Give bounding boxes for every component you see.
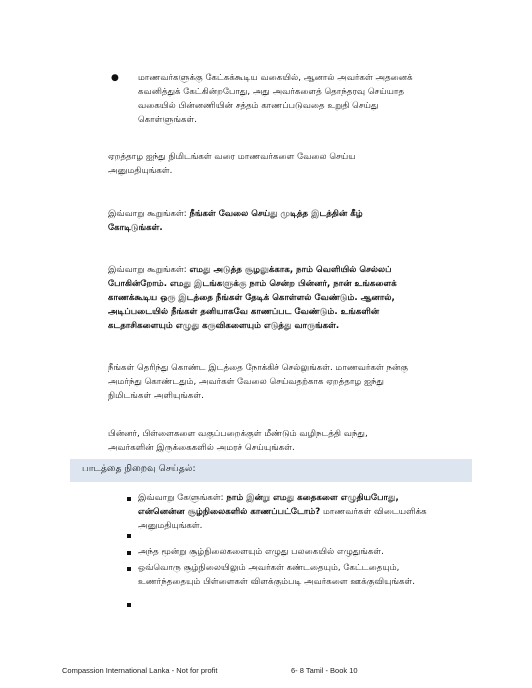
paragraph-instruction-underline [108,207,465,235]
instruction-quote-line: கோடிடுங்கள். [108,223,163,233]
text-line [138,491,464,505]
text-line: வகையில் பின்னணியின் சத்தம் காணப்படுவதை உறுதி செய்து [138,101,379,111]
closing-item-encourage [138,561,464,589]
paragraph-work-time [108,150,465,178]
instruction-quote-line: அடிப்படையில் நீங்கள் தனியாகவே காணப்பட வேண்டும். உங்களின் [108,307,380,317]
instruction-quote-line: போகின்றோம். எமது இடங்களுக்கு நாம் சென்ற பின்னர், நான் உங்களைக் [108,279,397,289]
text-line: அனுமதியுங்கள். [108,166,173,176]
square-bullet-icon [127,551,131,555]
instruction-quote: நீங்கள் வேலை செய்து முடித்த இடத்தின் கீழ் [189,209,363,219]
text-line: அமர்ந்து கொண்டதும், அவர்கள் வேலை செய்வதற்காக ஏறத்தாழ ஐந்து [108,377,384,387]
text-line: அந்த மூன்று சூழ்நிலைகளையும் எழுது பலகையில் எழுதுங்கள். [138,547,384,557]
instruction-quote-line: காணக்கூடிய ஒரு இடத்தை நீங்கள் தேடிக் கொள்ளல் வேண்டும். ஆனால், [108,293,395,303]
paragraph-return-classroom [108,427,465,455]
text-line [108,207,465,221]
text-line: பின்னர், பிள்ளைகளை வகுப்பறைக்குள் மீண்டும் வழிநடத்தி வந்து, [108,429,368,439]
closing-item-write [138,545,464,559]
instruction-quote: எமது அடுத்த சூழலுக்காக, நாம் வெளியில் செல்லப் [189,265,392,275]
instruction-prefix: இவ்வாறு கேளுங்கள்: [138,493,224,503]
instruction-quote: என்னென்ன சூழ்நிலைகளில் காணப்பட்டோம்? [138,507,321,517]
closing-item-ask [138,491,464,533]
text-line [108,263,465,277]
footer-center: 6- 8 Tamil - Book 10 [291,666,358,675]
footer-left: Compassion International Lanka - Not for profit [62,666,218,675]
text-line: கவனித்துக் கேட்கின்றபோது, அது அவர்களைத் தொந்தரவு செய்யாத [138,87,405,97]
instruction-quote: நாம் இன்று எமது கதைகளை எழுதியபோது, [226,493,399,503]
square-bullet-icon [127,534,131,538]
text-line: ஒவ்வொரு சூழ்நிலையிலும் அவர்கள் கண்டதையும், கேட்டதையும், [138,563,400,573]
section-heading-bar [70,459,472,482]
text-line: அவர்களின் இருக்கைகளில் அமரச் செய்யுங்கள். [108,443,295,453]
text-line: மாணவர்களுக்கு கேட்கக்கூடிய வகையில், ஆனால் அவர்கள் அதனைக் [138,73,413,83]
text-line: அனுமதியுங்கள். [138,521,203,531]
bullet-dot: ● [111,73,119,83]
instruction-quote-line: கடதாசிகளையும் எழுது கருவிகளையும் எடுத்து வாருங்கள். [108,321,340,331]
text-line: கொள்ளுங்கள். [138,115,198,125]
section-heading: பாடத்தை நிறைவு செய்தல்: [82,463,196,474]
text-line [138,505,464,519]
instruction-prefix: இவ்வாறு கூறுங்கள்: [108,265,187,275]
text-line: உணர்ந்ததையும் பிள்ளைகள் விளக்கும்படி அவர்களை ஊக்குவியுங்கள். [138,577,415,587]
instruction-suffix: மாணவர்கள் விடையளிக்க [320,507,427,517]
text-line: ஏறத்தாழ ஐந்து நிமிடங்கள் வரை மாணவர்களை வேலை செய்ய [108,152,356,162]
instruction-prefix: இவ்வாறு கூறுங்கள்: [108,209,187,219]
text-line: நிமிடங்கள் அளியுங்கள். [108,391,204,401]
paragraph-choose-place [108,361,465,403]
square-bullet-icon [127,603,131,607]
text-line: நீங்கள் தெரிந்து கொண்ட இடத்தை நோக்கிச் செல்லுங்கள். மாணவர்கள் நன்கு [108,363,408,373]
square-bullet-icon [127,567,131,571]
bullet-paragraph-background-noise [138,71,464,127]
paragraph-instruction-go-outside [108,263,465,333]
square-bullet-icon [127,497,131,501]
